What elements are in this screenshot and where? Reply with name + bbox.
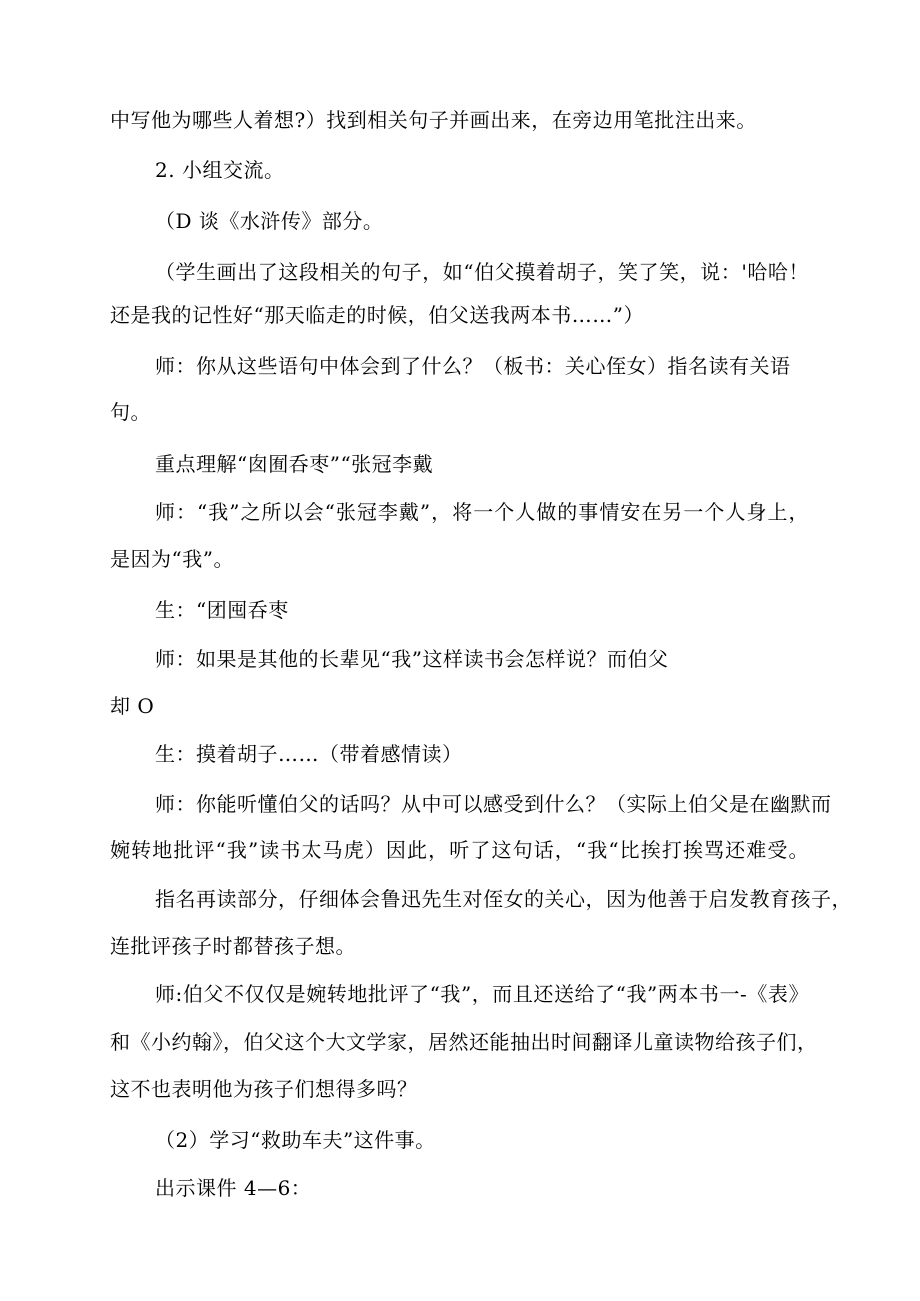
text-line: 师：你能听懂伯父的话吗？从中可以感受到什么？（实际上伯父是在幽默而 xyxy=(155,792,832,816)
text-line: 婉转地批评“我”读书太马虎）因此，听了这句话，“我“比挨打挨骂还难受。 xyxy=(110,838,809,862)
text-line: 这不也表明他为孩子们想得多吗？ xyxy=(110,1077,418,1101)
text-line: 还是我的记性好“那天临走的时候，伯父送我两本书……”） xyxy=(110,303,644,327)
text-line: 师：你从这些语句中体会到了什么？（板书：关心侄女）指名读有关语 xyxy=(155,354,791,378)
text-line: 是因为“我”。 xyxy=(110,547,234,571)
text-line: （D 谈《水浒传》部分。 xyxy=(155,209,384,233)
text-line: 和《小约翰》，伯父这个大文学家，居然还能抽出时间翻译儿童读物给孩子们， xyxy=(110,1030,818,1054)
text-line: 师：如果是其他的长辈见“我”这样读书会怎样说？而伯父 xyxy=(155,647,669,671)
text-line: 句。 xyxy=(110,400,151,424)
text-line: 生：摸着胡子……（带着感情读） xyxy=(155,742,463,766)
text-line: 连批评孩子时都替孩子想。 xyxy=(110,934,356,958)
text-line: （学生画出了这段相关的句子，如“伯父摸着胡子，笑了笑，说：'哈哈！ xyxy=(155,260,809,284)
text-line: 生：“团囤呑枣 xyxy=(155,598,289,622)
text-line: 重点理解“囱囿呑枣”“张冠李戴 xyxy=(155,452,434,476)
text-line: 却 O xyxy=(110,694,155,718)
text-line: 师：“我”之所以会“张冠李戴”，将一个人做的事情安在另一个人身上， xyxy=(155,500,809,524)
text-line: 2. 小组交流。 xyxy=(155,158,285,182)
text-line: 出示课件 4—6： xyxy=(155,1176,312,1200)
text-line: 指名再读部分，仔细体会鲁迅先生对侄女的关心，因为他善于启发教育孩子， xyxy=(155,887,852,911)
text-line: 师:伯父不仅仅是婉转地批评了“我”，而且还送给了“我”两本书一-《表》 xyxy=(155,982,809,1006)
text-line: （2）学习“救助车夫”这件事。 xyxy=(155,1128,436,1152)
text-line: 中写他为哪些人着想?）找到相关句子并画出来，在旁边用笔批注出来。 xyxy=(110,108,757,132)
